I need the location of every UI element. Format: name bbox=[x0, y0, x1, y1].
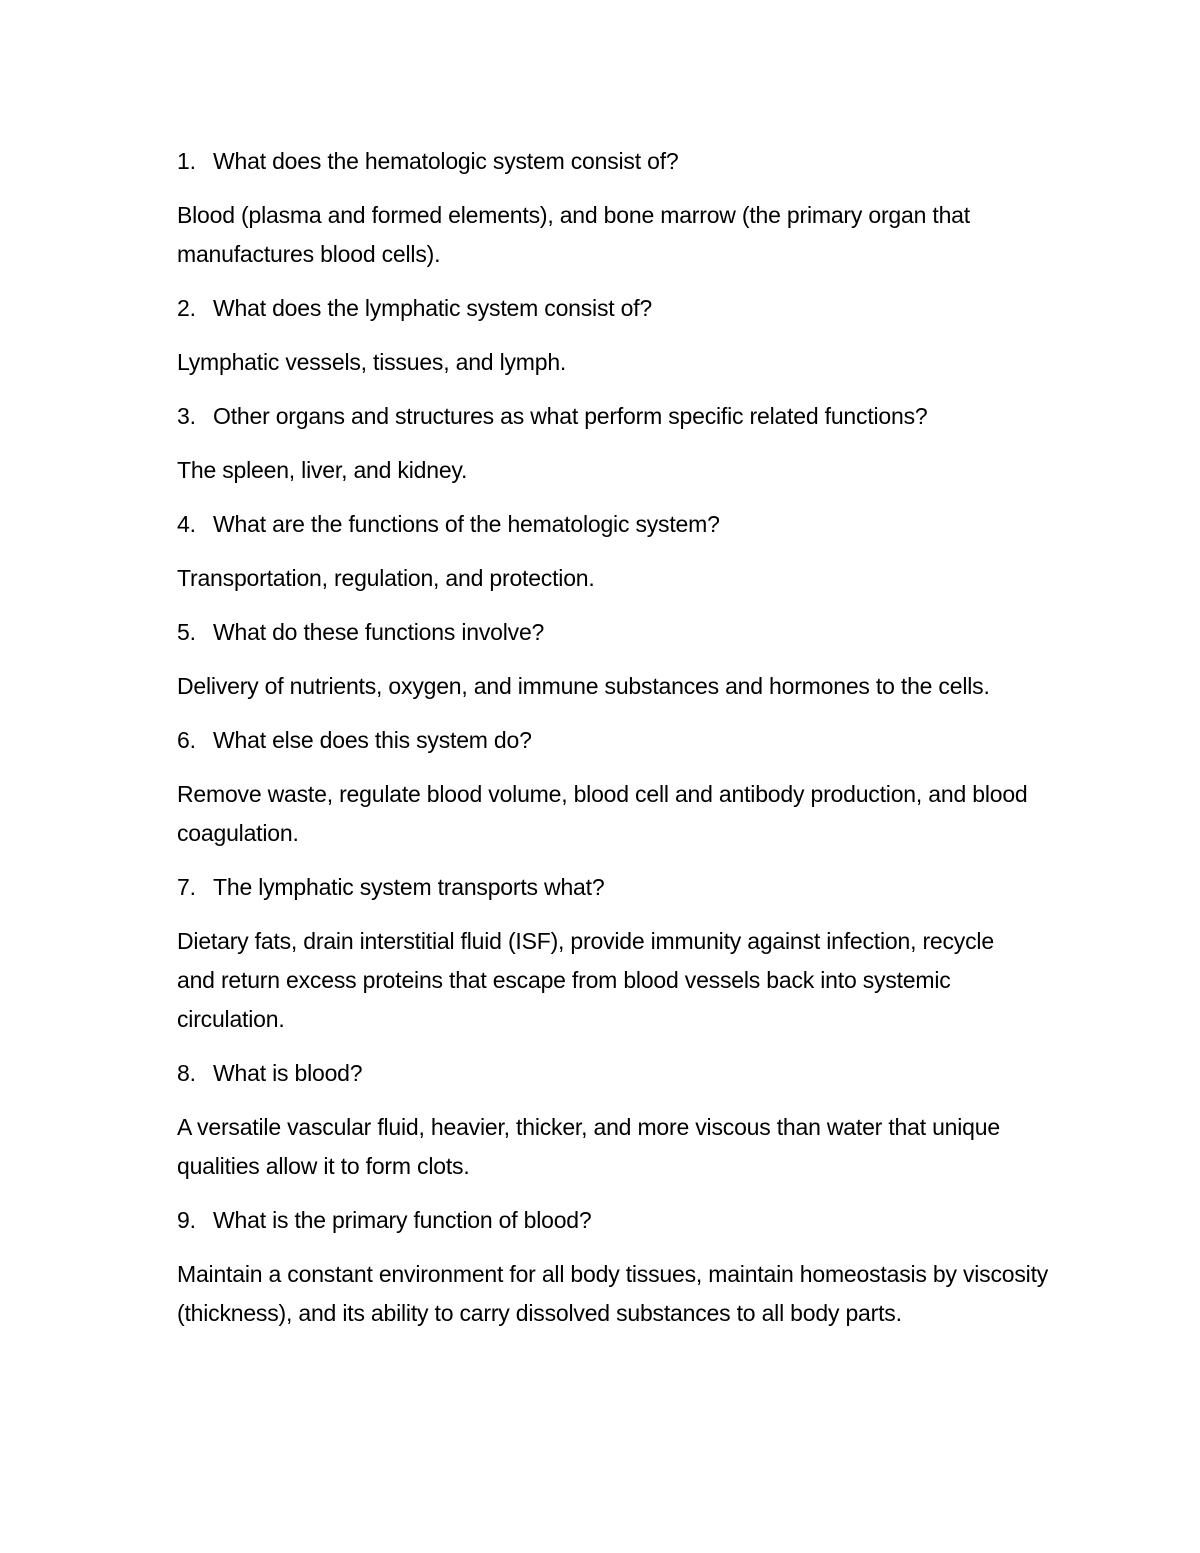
qa-item-3 bbox=[177, 397, 1077, 490]
qa-item-2 bbox=[177, 289, 1077, 382]
answer-text: Transportation, regulation, and protection. bbox=[177, 565, 595, 591]
question-text: What else does this system do? bbox=[213, 727, 532, 753]
question-number: 7. bbox=[177, 874, 196, 900]
qa-item-4 bbox=[177, 505, 1077, 598]
question-number: 1. bbox=[177, 148, 196, 174]
question bbox=[177, 142, 1077, 181]
qa-item-7 bbox=[177, 868, 1077, 1039]
answer-text: Dietary fats, drain interstitial fluid (ISF), provide immunity against infection, recycle and return excess proteins that escape from blood vessels back into systemic circulation. bbox=[177, 928, 994, 1032]
question-number: 6. bbox=[177, 727, 196, 753]
answer-text: A versatile vascular fluid, heavier, thicker, and more viscous than water that unique qualities allow it to form clots. bbox=[177, 1114, 1000, 1179]
question bbox=[177, 721, 1077, 760]
answer-text: The spleen, liver, and kidney. bbox=[177, 457, 468, 483]
question bbox=[177, 868, 1077, 907]
qa-item-6 bbox=[177, 721, 1077, 853]
answer-text: Lymphatic vessels, tissues, and lymph. bbox=[177, 349, 567, 375]
question bbox=[177, 613, 1077, 652]
question-text: What do these functions involve? bbox=[213, 619, 545, 645]
question bbox=[177, 1201, 1077, 1240]
qa-item-8 bbox=[177, 1054, 1077, 1186]
qa-item-9 bbox=[177, 1201, 1077, 1333]
answer-text: Maintain a constant environment for all body tissues, maintain homeostasis by viscosity (thickness), and its ability to carry dissolved substances to all body parts. bbox=[177, 1261, 1049, 1326]
answer-text: Remove waste, regulate blood volume, blood cell and antibody production, and blood coagulation. bbox=[177, 781, 1028, 846]
question bbox=[177, 505, 1077, 544]
qa-item-5 bbox=[177, 613, 1077, 706]
qa-item-1 bbox=[177, 142, 1077, 274]
question bbox=[177, 1054, 1077, 1093]
question-text: What is blood? bbox=[213, 1060, 363, 1086]
qa-list bbox=[177, 142, 1077, 1348]
question-number: 4. bbox=[177, 511, 196, 537]
answer-text: Delivery of nutrients, oxygen, and immune substances and hormones to the cells. bbox=[177, 673, 990, 699]
question-text: What is the primary function of blood? bbox=[213, 1207, 592, 1233]
question-number: 2. bbox=[177, 295, 196, 321]
question-text: What does the hematologic system consist of? bbox=[213, 148, 679, 174]
question-number: 8. bbox=[177, 1060, 196, 1086]
answer-text: Blood (plasma and formed elements), and bone marrow (the primary organ that manufactures blood cells). bbox=[177, 202, 970, 267]
question-text: The lymphatic system transports what? bbox=[213, 874, 605, 900]
question-text: Other organs and structures as what perform specific related functions? bbox=[213, 403, 928, 429]
question bbox=[177, 289, 1077, 328]
question-number: 9. bbox=[177, 1207, 196, 1233]
question-number: 5. bbox=[177, 619, 196, 645]
question-text: What are the functions of the hematologic system? bbox=[213, 511, 720, 537]
question bbox=[177, 397, 1077, 436]
question-text: What does the lymphatic system consist of? bbox=[213, 295, 653, 321]
question-number: 3. bbox=[177, 403, 196, 429]
